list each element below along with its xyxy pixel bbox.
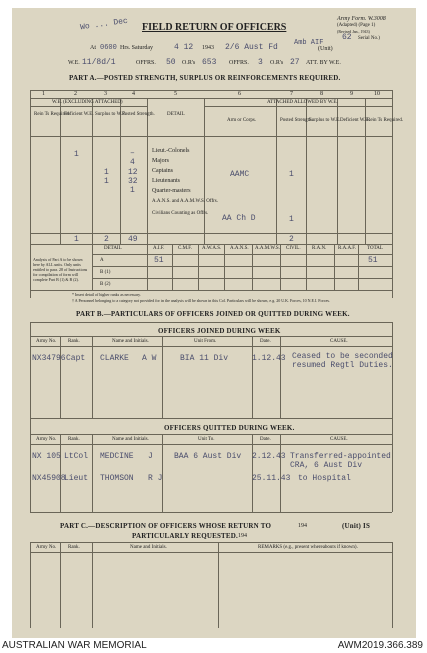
part-c-col-name: Name and Initials. (130, 545, 167, 550)
quitted-1-cause: Transferred-appointed (290, 452, 391, 461)
joined-army-no: NX34796 (32, 354, 66, 363)
joined-initials: A W (142, 354, 157, 363)
rank-majors: Majors (152, 158, 169, 164)
quitted-2-rank: Lieut (64, 474, 89, 483)
hw-surplus-1: 1 (104, 168, 109, 177)
group-attached-allowed: ATTACHED ALLOWED BY W.E. (267, 100, 338, 105)
quitted-1-date: 2.12.43 (252, 452, 286, 461)
quitted-col-rank: Rank. (68, 437, 80, 442)
detail-head-ran: R.A.N. (312, 246, 327, 251)
unit-label: (Unit) (318, 46, 333, 52)
ors-value: 653 (202, 58, 217, 67)
quitted-col-unit: Unit To. (198, 437, 215, 442)
hw-arm-aamc: AAMC (230, 170, 250, 179)
hw-total-value: 51 (368, 256, 378, 265)
group-excluding-attached: W.E. (EXCLUDING ATTACHED) (52, 100, 123, 105)
joined-title: OFFICERS JOINED DURING WEEK (158, 327, 281, 335)
joined-col-name: Name and Initials. (112, 339, 149, 344)
joined-date: 1.12.43 (252, 354, 286, 363)
head-posted-strength: Posted Strength. (122, 112, 155, 117)
unit-value: 2/6 Aust Fd (225, 43, 278, 52)
head-arm-or-corps: Arm or Corps. (227, 118, 257, 123)
detail-head-aif: A.I.F. (153, 246, 165, 251)
part-a-title: PART A.—POSTED STRENGTH, SURPLUS OR REINFORCEMENTS REQUIRED. (69, 74, 341, 82)
hw-total-deficient: 1 (74, 235, 79, 244)
form-sheet (12, 8, 416, 638)
serial-number-value: 62 (342, 33, 352, 42)
col-number-1: 1 (42, 91, 45, 97)
part-b-title: PART B.—PARTICULARS OF OFFICERS JOINED OR QUITTED DURING WEEK. (76, 310, 350, 318)
head-att-deficient: Deficient W.E. (340, 118, 370, 123)
rank-civilians: Civilians Counting as Offrs. (152, 211, 209, 216)
rank-aans-aamws: A.A.N.S. and A.A.M.W.S. Offrs. (152, 199, 218, 204)
serial-number-label: Serial No.) (358, 36, 380, 41)
col-number-6: 6 (238, 91, 241, 97)
footnote-ranks: * Insert detail of higher ranks as necessary. (72, 292, 141, 297)
quitted-1-cause-2: CRA, 6 Aust Div (290, 461, 363, 470)
col-number-10: 10 (374, 91, 380, 97)
detail-row-b1: B (1) (100, 270, 111, 275)
hw-total-att-posted: 2 (289, 235, 294, 244)
we-value: 11/8d/1 (82, 58, 116, 67)
ors2-label: O.R's (270, 60, 284, 66)
footer-accession-number: AWM2019.366.389 (337, 640, 423, 651)
detail-head-awas: A.W.A.S. (202, 246, 222, 251)
rank-lieut-colonels: Lieut.-Colonels (152, 148, 190, 154)
detail-head-raaf: R.A.A.F. (338, 246, 356, 251)
detail-head-aans: A.A.N.S. (230, 246, 249, 251)
offrs2-value: 3 (258, 58, 263, 67)
hw-att-posted-2: 1 (289, 215, 294, 224)
rank-captains: Captains (152, 168, 173, 174)
quitted-1-name: MEDCINE (100, 452, 134, 461)
rank-lieutenants: Lieutenants (152, 178, 180, 184)
joined-cause: Ceased to be seconded (292, 352, 393, 361)
quitted-1-unit: BAA 6 Aust Div (174, 452, 242, 461)
form-revised: (Revised Jan., 1943) (337, 29, 370, 34)
detail-row-a: A (100, 258, 104, 263)
ors-label: O.R's (182, 60, 196, 66)
quitted-2-cause: to Hospital (298, 474, 351, 483)
quitted-1-rank: LtCol (64, 452, 89, 461)
hw-posted-1: – (130, 149, 135, 158)
detail-row-b2: B (2) (100, 282, 111, 287)
head-reints-required: Rein Ts Required. (34, 112, 71, 117)
hw-aif-value: 51 (154, 256, 164, 265)
col-number-5: 5 (174, 91, 177, 97)
joined-col-unit: Unit From. (194, 339, 217, 344)
hw-surplus-2: 1 (104, 177, 109, 186)
col-number-9: 9 (350, 91, 353, 97)
at-label: At (90, 45, 96, 51)
form-adapted: (Adapted) (Page 1) (337, 23, 376, 28)
detail-head-total: TOTAL (367, 246, 383, 251)
joined-col-army-no: Army No. (36, 339, 57, 344)
hw-posted-5: 1 (130, 186, 135, 195)
detail-head-cmf: C.M.F. (178, 246, 192, 251)
part-c-year-2: 194 (238, 533, 247, 539)
offrs2-label: OFFRS. (229, 60, 249, 66)
form-title: FIELD RETURN OF OFFICERS (142, 22, 287, 33)
quitted-2-army-no: NX45908 (32, 474, 66, 483)
quitted-col-cause: CAUSE. (330, 437, 348, 442)
quitted-2-date: 25.11.43 (252, 474, 291, 483)
rank-quartermasters: Quarter-masters (152, 188, 191, 194)
quitted-col-name: Name and Initials. (112, 437, 149, 442)
part-c-col-remarks: REMARKS (e.g., present whereabouts if known). (258, 545, 358, 550)
hrs-label: Hrs. Saturday (120, 45, 153, 51)
detail-head-civil: CIVIL. (286, 246, 301, 251)
head-att-posted-strength: Posted Strength. (280, 118, 313, 123)
hw-deficient-value: 1 (74, 150, 79, 159)
joined-col-cause: CAUSE. (330, 339, 348, 344)
col-number-4: 4 (132, 91, 135, 97)
part-c-year: 194 (298, 523, 307, 529)
detail-head-aamws: A.A.M.W.S. (255, 246, 280, 251)
quitted-1-army-no: NX 105 (32, 452, 61, 461)
joined-cause-2: resumed Regtl Duties. (292, 361, 393, 370)
hw-total-surplus: 2 (104, 235, 109, 244)
footer-institution: AUSTRALIAN WAR MEMORIAL (2, 640, 147, 651)
quitted-col-date: Date. (260, 437, 271, 442)
unit-value-2: Amb AIF (294, 39, 324, 47)
offrs-label: OFFRS. (136, 60, 156, 66)
time-value: 0600 (100, 44, 117, 52)
year-value: 1943 (202, 45, 214, 51)
col-number-7: 7 (290, 91, 293, 97)
col-number-3: 3 (104, 91, 107, 97)
head-att-reints: Rein Ts Required. (367, 118, 404, 123)
part-c-title: PART C.—DESCRIPTION OF OFFICERS WHOSE RETURN TO (60, 522, 272, 530)
detail-head-detail: DETAIL (104, 246, 122, 251)
form-number: Army Form. W.3008 (337, 16, 386, 22)
footnote-personnel: † A Personnel belonging to a category not provided for in the analysis will be shown in this Col. Particulars will be shown, e.g. 20 U.K. Forces, 10 N.E.I. Forces. (72, 298, 330, 303)
quitted-2-name: THOMSON (100, 474, 134, 483)
head-detail: DETAIL (167, 112, 185, 117)
col-number-2: 2 (74, 91, 77, 97)
att-label: ATT. BY W.E. (306, 60, 341, 66)
analysis-note: Analysis of Part A to be shown here by ALL units. Only units entitled to para. 28 of Instructions for compilation of form will complete Part B (1) & B (2). (33, 257, 88, 282)
head-att-surplus: Surplus to W.E. (309, 118, 341, 123)
handwritten-corner-note: Wo ... Dec (79, 16, 129, 33)
part-c-col-army-no: Army No. (36, 545, 57, 550)
joined-col-date: Date. (260, 339, 271, 344)
quitted-title: OFFICERS QUITTED DURING WEEK. (164, 424, 295, 432)
hw-arm-aachd: AA Ch D (222, 214, 256, 223)
date-value: 4 12 (174, 43, 194, 52)
hw-posted-2: 4 (130, 158, 135, 167)
hw-att-posted-1: 1 (289, 170, 294, 179)
joined-rank: Capt (66, 354, 86, 363)
part-c-col-rank: Rank. (68, 545, 80, 550)
part-c-unit-label: (Unit) IS (342, 522, 371, 530)
head-deficient: Deficient W.E. (64, 112, 94, 117)
part-c-subtitle: PARTICULARLY REQUESTED. (132, 532, 239, 540)
ors2-value: 27 (290, 58, 300, 67)
quitted-col-army-no: Army No. (36, 437, 57, 442)
we-label: W.E. (68, 60, 80, 66)
head-surplus: Surplus to W.E. (95, 112, 127, 117)
offrs-value: 50 (166, 58, 176, 67)
quitted-2-initials: R J (148, 474, 163, 483)
quitted-1-initials: J (148, 452, 153, 461)
hw-posted-3: 12 (128, 168, 138, 177)
joined-col-rank: Rank. (68, 339, 80, 344)
hw-total-posted: 49 (128, 235, 138, 244)
joined-name: CLARKE (100, 354, 129, 363)
col-number-8: 8 (320, 91, 323, 97)
joined-unit: BIA 11 Div (180, 354, 229, 363)
hw-posted-4: 32 (128, 177, 138, 186)
